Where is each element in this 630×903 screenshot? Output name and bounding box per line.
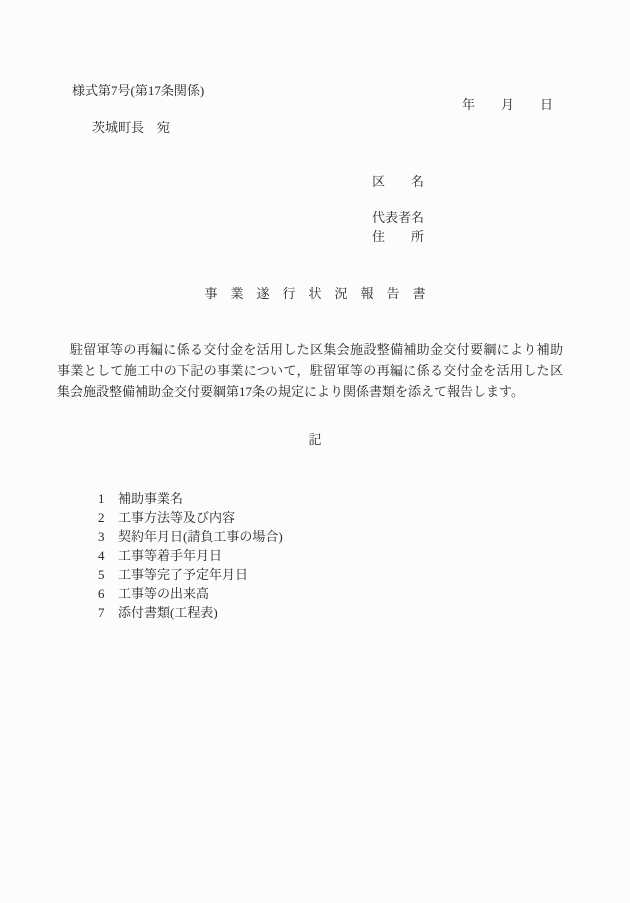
list-item xyxy=(98,584,283,603)
list-item-label: 補助事業名 xyxy=(118,491,184,506)
list-item xyxy=(98,603,283,622)
list-item xyxy=(98,527,283,546)
document-title: 事 業 遂 行 状 況 報 告 書 xyxy=(204,286,426,301)
list-item-label: 工事等の出来高 xyxy=(118,586,210,601)
form-number: 様式第7号(第17条関係) xyxy=(72,83,205,98)
list-item-number: 3 xyxy=(98,529,105,544)
sender-representative-label: 代表者名 xyxy=(372,210,425,225)
addressee: 茨城町長 宛 xyxy=(92,120,171,135)
list-item-label: 添付書類(工程表) xyxy=(118,605,218,620)
sender-address-label: 住 所 xyxy=(372,229,425,244)
list-item xyxy=(98,489,283,508)
body-paragraph: 駐留軍等の再編に係る交付金を活用した区集会施設整備補助金交付要綱により補助事業として施工中の下記の事業について，駐留軍等の再編に係る交付金を活用した区集会施設整備補助金交付要綱第17条の規定により関係書類を添えて報告します。 xyxy=(57,342,563,399)
list-item-number: 7 xyxy=(98,605,105,620)
list-item-number: 4 xyxy=(98,548,105,563)
list-item-number: 1 xyxy=(98,491,105,506)
list-item xyxy=(98,546,283,565)
list-item-label: 工事等完了予定年月日 xyxy=(118,567,249,582)
list-item-number: 5 xyxy=(98,567,105,582)
list-item-label: 工事方法等及び内容 xyxy=(118,510,236,525)
list-item xyxy=(98,565,283,584)
date-line: 年 月 日 xyxy=(462,97,554,112)
list-item-label: 工事等着手年月日 xyxy=(118,548,223,563)
ki-heading: 記 xyxy=(308,432,322,447)
list-item-label: 契約年月日(請負工事の場合) xyxy=(118,529,283,544)
sender-district-label: 区 名 xyxy=(372,174,425,189)
item-list xyxy=(98,489,283,622)
list-item-number: 6 xyxy=(98,586,105,601)
list-item-number: 2 xyxy=(98,510,105,525)
list-item xyxy=(98,508,283,527)
